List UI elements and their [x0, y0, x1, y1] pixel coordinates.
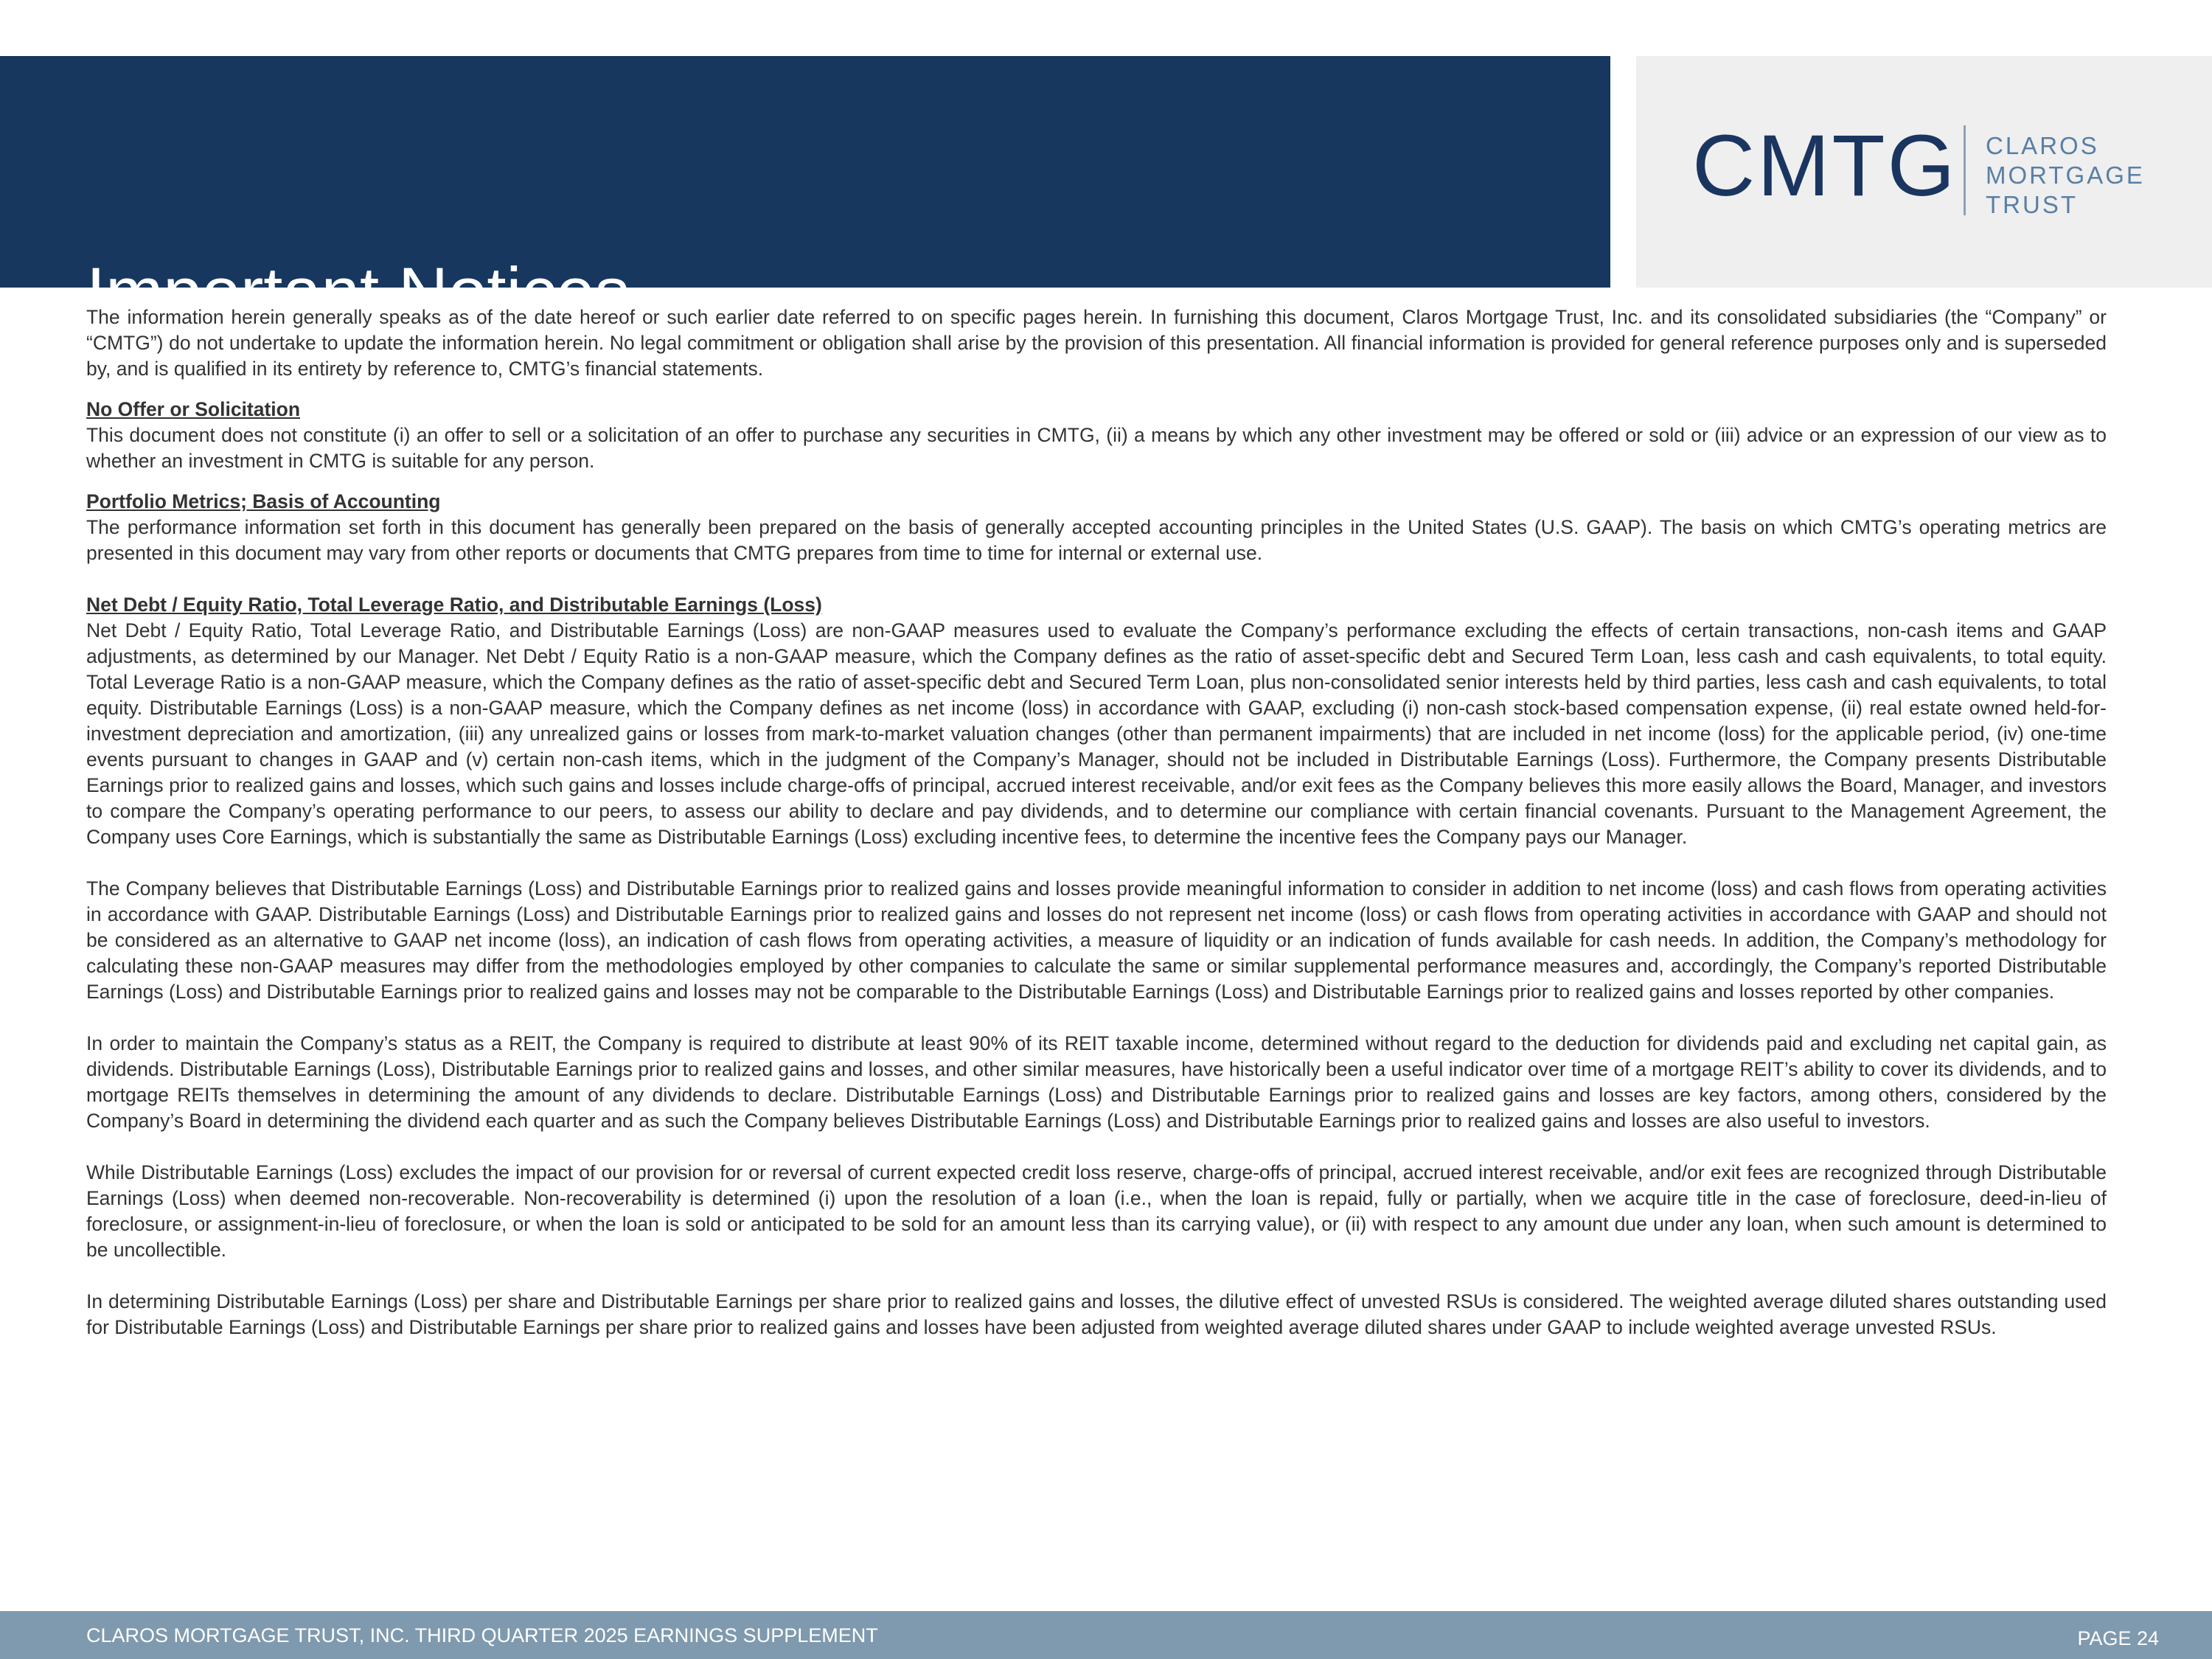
intro-paragraph: The information herein generally speaks as of the date hereof or such earlier date referred to on specific pages herein. In furnishing this document, Claros Mortgage Trust, Inc. and its consolidated subsidiaries (the “Company” or “CMTG”) do not undertake to update the information herein. No legal commitment or obligation shall arise by the provision of this presentation. All financial information is provided for general reference purposes only and is superseded by, and is qualified in its entirety by reference to, CMTG’s financial statements. [86, 306, 2107, 380]
logo-divider [1964, 125, 1966, 215]
section-heading-no-offer: No Offer or Solicitation [86, 398, 301, 420]
page-number: PAGE 24 [2077, 1627, 2159, 1649]
section-heading-portfolio-metrics: Portfolio Metrics; Basis of Accounting [86, 490, 441, 512]
section-paragraph: In determining Distributable Earnings (Loss) per share and Distributable Earnings per share prior to realized gains and losses, the dilutive effect of unvested RSUs is considered. The weighted average diluted shares outstanding used for Distributable Earnings (Loss) and Distributable Earnings per share prior to realized gains and losses have been adjusted from weighted average diluted shares under GAAP to include weighted average unvested RSUs. [86, 1290, 2107, 1338]
page-title: Important Notices [86, 253, 630, 330]
section-paragraph: The Company believes that Distributable Earnings (Loss) and Distributable Earnings prior to realized gains and losses provide meaningful information to consider in addition to net income (loss) and cash flows from operating activities in accordance with GAAP. Distributable Earnings (Loss) and Distributable Earnings prior to realized gains and losses do not represent net income (loss) or cash flows from operating activities in accordance with GAAP and should not be considered as an alternative to GAAP net income (loss), an indication of cash flows from operating activities, a measure of liquidity or an indication of funds available for cash needs. In addition, the Company’s methodology for calculating these non-GAAP measures may differ from the methodologies employed by other companies to calculate the same or similar supplemental performance measures and, accordingly, the Company’s reported Distributable Earnings (Loss) and Distributable Earnings prior to realized gains and losses may not be comparable to the Distributable Earnings (Loss) and Distributable Earnings prior to realized gains and losses reported by other companies. [86, 877, 2107, 1003]
company-logo [1636, 56, 2212, 288]
notices-body [86, 305, 2107, 1340]
section-paragraph: In order to maintain the Company’s status as a REIT, the Company is required to distribute at least 90% of its REIT taxable income, determined without regard to the deduction for dividends paid and excluding net capital gain, as dividends. Distributable Earnings (Loss), Distributable Earnings prior to realized gains and losses, and other similar measures, have historically been a useful indicator over time of a mortgage REIT’s ability to cover its dividends, and to mortgage REITs themselves in determining the amount of any dividends to declare. Distributable Earnings (Loss) and Distributable Earnings prior to realized gains and losses are key factors, among others, considered by the Company’s Board in determining the dividend each quarter and as such the Company believes Distributable Earnings (Loss) and Distributable Earnings prior to realized gains and losses are also useful to investors. [86, 1032, 2107, 1132]
logo-word-mortgage: MORTGAGE [1986, 161, 2145, 189]
footer-document-title: CLAROS MORTGAGE TRUST, INC. THIRD QUARTER 2025 EARNINGS SUPPLEMENT [86, 1624, 878, 1646]
logo-word-claros: CLAROS [1986, 132, 2099, 159]
logo-mark: CMTG [1692, 117, 1958, 215]
section-paragraph: Net Debt / Equity Ratio, Total Leverage Ratio, and Distributable Earnings (Loss) are non-GAAP measures used to evaluate the Company’s performance excluding the effects of certain transactions, non-cash items and GAAP adjustments, as determined by our Manager. Net Debt / Equity Ratio is a non-GAAP measure, which the Company defines as the ratio of asset-specific debt and Secured Term Loan, less cash and cash equivalents, to total equity. Total Leverage Ratio is a non-GAAP measure, which the Company defines as the ratio of asset-specific debt and Secured Term Loan, plus non-consolidated senior interests held by third parties, less cash and cash equivalents, to total equity. Distributable Earnings (Loss) is a non-GAAP measure, which the Company defines as net income (loss) in accordance with GAAP, excluding (i) non-cash stock-based compensation expense, (ii) real estate owned held-for-investment depreciation and amortization, (iii) any unrealized gains or losses from mark-to-market valuation changes (other than permanent impairments) that are included in net income (loss) for the applicable period, (iv) one-time events pursuant to changes in GAAP and (v) certain non-cash items, which in the judgment of the Company’s Manager, should not be included in Distributable Earnings (Loss). Furthermore, the Company presents Distributable Earnings prior to realized gains and losses, which such gains and losses include charge-offs of principal, accrued interest receivable, and/or exit fees as the Company believes this more easily allows the Board, Manager, and investors to compare the Company’s operating performance to our peers, to assess our ability to declare and pay dividends, and to determine our compliance with certain financial covenants. Pursuant to the Management Agreement, the Company uses Core Earnings, which is substantially the same as Distributable Earnings (Loss) excluding incentive fees, to determine the incentive fees the Company pays our Manager. [86, 619, 2107, 848]
section-paragraph: While Distributable Earnings (Loss) excludes the impact of our provision for or reversal of current expected credit loss reserve, charge-offs of principal, accrued interest receivable, and/or exit fees are recognized through Distributable Earnings (Loss) when deemed non-recoverable. Non-recoverability is determined (i) upon the resolution of a loan (i.e., when the loan is repaid, fully or partially, when we acquire title in the case of foreclosure, deed-in-lieu of foreclosure, or assignment-in-lieu of foreclosure, or when the loan is sold or anticipated to be sold for an amount less than its carrying value), or (ii) with respect to any amount due under any loan, when such amount is determined to be uncollectible. [86, 1161, 2107, 1261]
section-heading-non-gaap: Net Debt / Equity Ratio, Total Leverage Ratio, and Distributable Earnings (Loss) [86, 594, 822, 616]
header-band [0, 56, 1610, 330]
logo-word-trust: TRUST [1986, 191, 2078, 218]
section-paragraph: This document does not constitute (i) an offer to sell or a solicitation of an offer to purchase any securities in CMTG, (ii) a means by which any other investment may be offered or sold or (iii) advice or an expression of our view as to whether an investment in CMTG is suitable for any person. [86, 424, 2107, 472]
logo-wordmark [1986, 131, 2145, 220]
footer-bar [0, 1611, 2212, 1659]
section-paragraph: The performance information set forth in this document has generally been prepared on the basis of generally accepted accounting principles in the United States (U.S. GAAP). The basis on which CMTG’s operating metrics are presented in this document may vary from other reports or documents that CMTG prepares from time to time for internal or external use. [86, 516, 2107, 564]
